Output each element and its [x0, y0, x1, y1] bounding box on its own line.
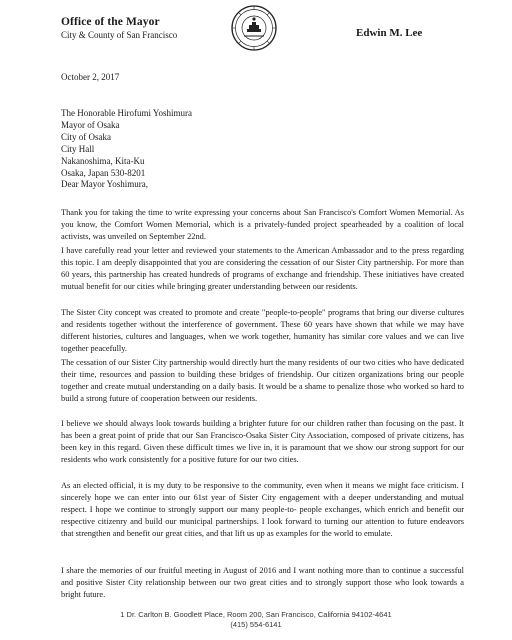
body-paragraph-2: I have carefully read your letter and reviewed your statements to the American Ambassador and to the press regarding this topic. I am deeply disappointed that you are considering the cessation of our Sister City partnership. For more than 60 years, this partnership has created hundreds of programs of exchange and friendship. These initiatives have created mutual benefit for our cities while bringing greater understanding between our residents.: [61, 246, 464, 291]
office-subtitle: City & County of San Francisco: [61, 30, 178, 40]
letter-date: October 2, 2017: [61, 72, 120, 82]
recipient-line: Nakanoshima, Kita-Ku: [61, 156, 145, 166]
recipient-line: City Hall: [61, 144, 95, 154]
footer-phone: (415) 554-6141: [230, 620, 282, 629]
body-paragraph-7: I share the memories of our fruitful meeting in August of 2016 and I want nothing more than to continue a successful and positive Sister City relationship between our two great cities and to strongly support those who look towards a bright future.: [61, 566, 464, 599]
body-paragraph-4: The cessation of our Sister City partnership would directly hurt the many residents of our two cities who have dedicated their time, resources and passion to building these bridges of friendship. Our citizen organizations bring our people together and create mutual understanding on a daily basis. It would be a shame to penalize those who worked so hard to build a strong future of cooperation between our residents.: [61, 358, 464, 403]
body-paragraph-1: Thank you for taking the time to write expressing your concerns about San Francisco's Comfort Women Memorial. As you know, the Comfort Women Memorial, which is a privately-funded project spearheaded by a coalition of local activists, was unveiled on September 22nd.: [61, 208, 464, 241]
body-paragraph-5: I believe we should always look towards building a brighter future for our children rather than focusing on the past. It has been a great point of pride that our San Francisco-Osaka Sister City Association, composed of private citizens, has been key in this regard. Given these difficult times we live in, it is paramount that we show our strong support for our residents who work consistently for a positive future for our two cities.: [61, 419, 464, 464]
recipient-line: Mayor of Osaka: [61, 120, 120, 130]
office-title: Office of the Mayor: [61, 16, 160, 28]
mayor-name: Edwin M. Lee: [356, 27, 423, 39]
recipient-line: The Honorable Hirofumi Yoshimura: [61, 108, 192, 118]
body-paragraph-3: The Sister City concept was created to promote and create "people-to-people" programs that bring our diverse cultures and residents together without the interference of government. These 60 years have shown that while we may have different histories, cultures and languages, when we work together, humanity has similar core values and we can live together peacefully.: [61, 308, 464, 353]
footer-address: 1 Dr. Carlton B. Goodlett Place, Room 200, San Francisco, California 94102-4641: [120, 610, 392, 619]
recipient-address: [61, 107, 261, 179]
body-paragraph-6: As an elected official, it is my duty to be responsive to the community, even when it means we might face criticism. I sincerely hope we can enter into our 61st year of Sister City engagement with a deeper understanding and mutual respect. I hope we continue to strongly support our many people-to- people exchanges, which enrich and benefit our respective citizenry and build our municipal partnerships. I look forward to turning our attention to future endeavors that strengthen and benefit our great cities, and that lift us up as examples for the world to emulate.: [61, 481, 464, 538]
recipient-line: Osaka, Japan 530-8201: [61, 168, 146, 178]
recipient-line: City of Osaka: [61, 132, 111, 142]
salutation: Dear Mayor Yoshimura,: [61, 179, 148, 189]
city-seal-icon: [231, 5, 277, 51]
